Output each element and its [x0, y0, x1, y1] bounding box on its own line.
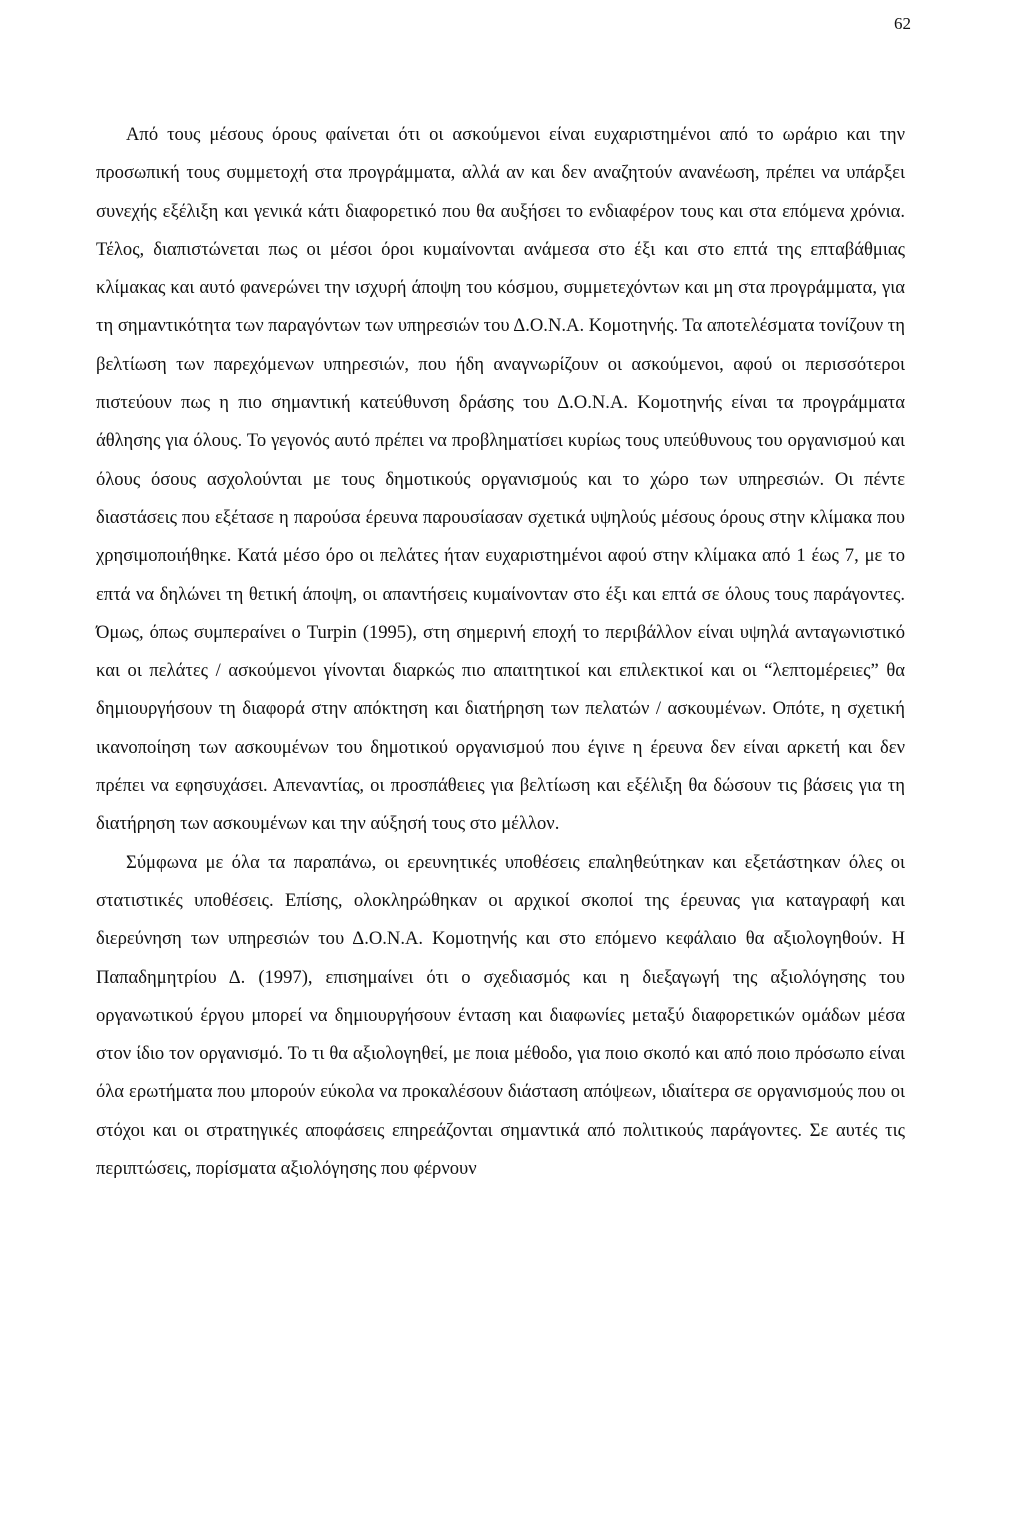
body-text: [96, 116, 905, 1188]
paragraph: Από τους μέσους όρους φαίνεται ότι οι ασκούμενοι είναι ευχαριστημένοι από το ωράριο και την προσωπική τους συμμετοχή στα προγράμματα, αλλά αν και δεν αναζητούν ανανέωση, πρέπει να υπάρξει συνεχής εξέλιξη και γενικά κάτι διαφορετικό που θα αυξήσει το ενδιαφέρον τους και στα επόμενα χρόνια. Τέλος, διαπιστώνεται πως οι μέσοι όροι κυμαίνονται ανάμεσα στο έξι και στο επτά της επταβάθμιας κλίμακας και αυτό φανερώνει την ισχυρή άποψη του κόσμου, συμμετεχόντων και μη στα προγράμματα, για τη σημαντικότητα των παραγόντων των υπηρεσιών του Δ.Ο.Ν.Α. Κομοτηνής. Τα αποτελέσματα τονίζουν τη βελτίωση των παρεχόμενων υπηρεσιών, που ήδη αναγνωρίζουν οι ασκούμενοι, αφού οι περισσότεροι πιστεύουν πως η πιο σημαντική κατεύθυνση δράσης του Δ.Ο.Ν.Α. Κομοτηνής είναι τα προγράμματα άθλησης για όλους. Το γεγονός αυτό πρέπει να προβληματίσει κυρίως τους υπεύθυνους του οργανισμού και όλους όσους ασχολούνται με τους δημοτικούς οργανισμούς και το χώρο των υπηρεσιών. Οι πέντε διαστάσεις που εξέτασε η παρούσα έρευνα παρουσίασαν σχετικά υψηλούς μέσους όρους στην κλίμακα που χρησιμοποιήθηκε. Κατά μέσο όρο οι πελάτες ήταν ευχαριστημένοι αφού στην κλίμακα από 1 έως 7, με το επτά να δηλώνει τη θετική άποψη, οι απαντήσεις κυμαίνονταν στο έξι και επτά σε όλους τους παράγοντες. Όμως, όπως συμπεραίνει ο Turpin (1995), στη σημερινή εποχή το περιβάλλον είναι υψηλά ανταγωνιστικό και οι πελάτες / ασκούμενοι γίνονται διαρκώς πιο απαιτητικοί και επιλεκτικοί και οι “λεπτομέρειες” θα δημιουργήσουν τη διαφορά στην απόκτηση και διατήρηση των πελατών / ασκουμένων. Οπότε, η σχετική ικανοποίηση των ασκουμένων του δημοτικού οργανισμού που έγινε η έρευνα δεν είναι αρκετή και δεν πρέπει να εφησυχάσει. Απεναντίας, οι προσπάθειες για βελτίωση και εξέλιξη θα δώσουν τις βάσεις για τη διατήρηση των ασκουμένων και την αύξησή τους στο μέλλον.: [96, 124, 905, 835]
paragraph: Σύμφωνα με όλα τα παραπάνω, οι ερευνητικές υποθέσεις επαληθεύτηκαν και εξετάστηκαν όλες οι στατιστικές υποθέσεις. Επίσης, ολοκληρώθηκαν οι αρχικοί σκοποί της έρευνας για καταγραφή και διερεύνηση των υπηρεσιών του Δ.Ο.Ν.Α. Κομοτηνής και στο επόμενο κεφάλαιο θα αξιολογηθούν. Η Παπαδημητρίου Δ. (1997), επισημαίνει ότι ο σχεδιασμός και η διεξαγωγή της αξιολόγησης του οργανωτικού έργου μπορεί να δημιουργήσουν ένταση και διαφωνίες μεταξύ διαφορετικών ομάδων μέσα στον ίδιο τον οργανισμό. Το τι θα αξιολογηθεί, με ποια μέθοδο, για ποιο σκοπό και από ποιο πρόσωπο είναι όλα ερωτήματα που μπορούν εύκολα να προκαλέσουν διάσταση απόψεων, ιδιαίτερα σε οργανισμούς που οι στόχοι και οι στρατηγικές αποφάσεις επηρεάζονται σημαντικά από πολιτικούς παράγοντες. Σε αυτές τις περιπτώσεις, πορίσματα αξιολόγησης που φέρνουν: [96, 851, 905, 1180]
page-number: 62: [894, 14, 911, 33]
